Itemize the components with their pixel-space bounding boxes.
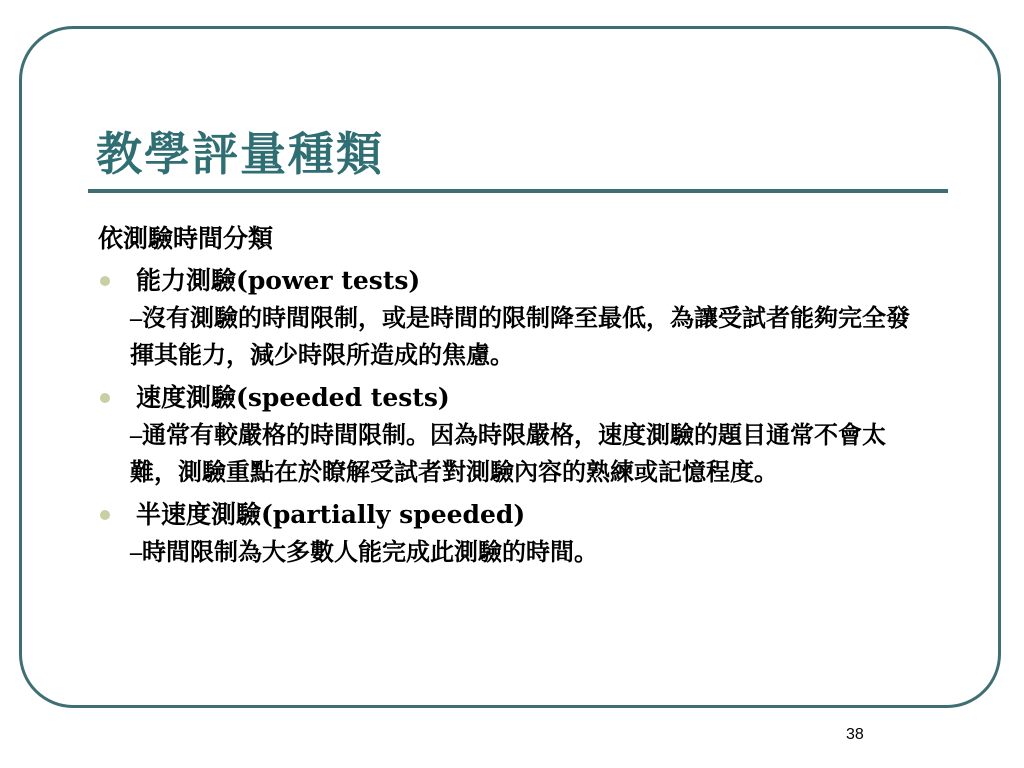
slide-title: 教學評量種類 [96, 127, 384, 181]
bullet-dot-icon [100, 276, 110, 286]
page-number: 38 [846, 726, 864, 743]
bullet-dot-icon [100, 510, 110, 520]
bullet-detail [130, 534, 930, 571]
bullet-item-partially-speeded [98, 496, 948, 571]
slide-body [98, 220, 948, 577]
bullet-label [98, 379, 948, 417]
bullet-label-text: 速度測驗(speeded tests) [136, 383, 450, 412]
dash-marker: – [130, 306, 142, 332]
dash-marker: – [130, 540, 142, 566]
title-underline [88, 189, 948, 193]
bullet-dot-icon [100, 393, 110, 403]
dash-marker: – [130, 423, 142, 449]
bullet-item-power [98, 262, 948, 373]
bullet-label [98, 262, 948, 300]
bullet-detail [130, 417, 930, 490]
bullet-detail-text: 時間限制為大多數人能完成此測驗的時間。 [142, 537, 598, 566]
bullet-detail-text: 通常有較嚴格的時間限制。因為時限嚴格，速度測驗的題目通常不會太難，測驗重點在於瞭解受試者對測驗內容的熟練或記憶程度。 [130, 420, 886, 486]
bullet-detail-text: 沒有測驗的時間限制，或是時間的限制降至最低，為讓受試者能夠完全發揮其能力，減少時限所造成的焦慮。 [130, 303, 910, 369]
bullet-label [98, 496, 948, 534]
intro-text: 依測驗時間分類 [98, 224, 274, 253]
bullet-item-speeded [98, 379, 948, 490]
bullet-label-text: 能力測驗(power tests) [136, 266, 421, 295]
bullet-detail [130, 300, 930, 373]
bullet-label-text: 半速度測驗(partially speeded) [136, 500, 526, 529]
